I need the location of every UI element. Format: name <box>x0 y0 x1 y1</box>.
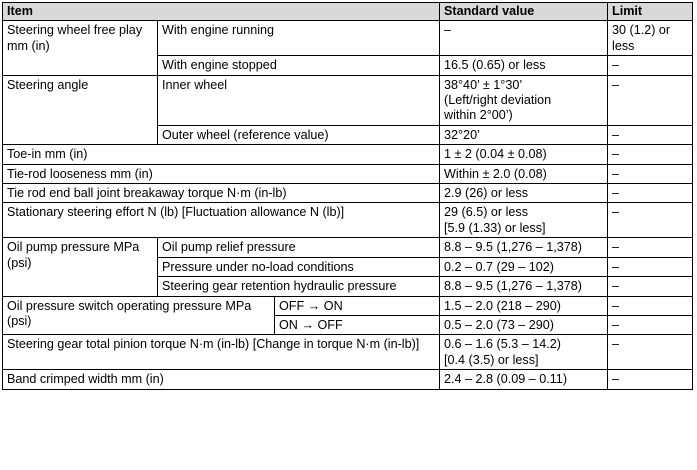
table-row <box>3 370 693 389</box>
standard-value: 32°20’ <box>440 125 608 144</box>
limit-value: – <box>608 315 693 334</box>
table-row <box>3 296 693 315</box>
item-oil-pressure-switch: Oil pressure switch operating pressure MPa (psi) <box>3 296 275 335</box>
item-tie-rod-looseness: Tie-rod looseness mm (in) <box>3 164 440 183</box>
limit-value: – <box>608 238 693 257</box>
table-row <box>3 335 693 370</box>
condition-retention-pressure: Steering gear retention hydraulic pressure <box>158 277 440 296</box>
standard-value: 8.8 – 9.5 (1,276 – 1,378) <box>440 238 608 257</box>
specification-table <box>2 2 693 390</box>
condition-engine-stopped: With engine stopped <box>158 56 440 75</box>
standard-value <box>440 203 608 238</box>
condition-relief-pressure: Oil pump relief pressure <box>158 238 440 257</box>
limit-value: – <box>608 56 693 75</box>
condition-inner-wheel: Inner wheel <box>158 75 440 125</box>
limit-value: – <box>608 203 693 238</box>
standard-value: 16.5 (0.65) or less <box>440 56 608 75</box>
table-row <box>3 164 693 183</box>
limit-value: 30 (1.2) or less <box>608 21 693 56</box>
standard-value-line: within 2°00’) <box>444 108 513 123</box>
standard-value: 0.5 – 2.0 (73 – 290) <box>440 315 608 334</box>
standard-value-line: 0.6 – 1.6 (5.3 – 14.2) <box>444 337 561 352</box>
limit-value: – <box>608 370 693 389</box>
table-row <box>3 238 693 257</box>
limit-value: – <box>608 277 693 296</box>
limit-value: – <box>608 335 693 370</box>
standard-value: 2.4 – 2.8 (0.09 – 0.11) <box>440 370 608 389</box>
item-oil-pump-pressure: Oil pump pressure MPa (psi) <box>3 238 158 296</box>
limit-value: – <box>608 184 693 203</box>
limit-value: – <box>608 145 693 164</box>
standard-value: 2.9 (26) or less <box>440 184 608 203</box>
limit-value: – <box>608 164 693 183</box>
item-steering-wheel-free-play: Steering wheel free play mm (in) <box>3 21 158 75</box>
limit-value: – <box>608 257 693 276</box>
header-item: Item <box>3 3 440 21</box>
condition-engine-running: With engine running <box>158 21 440 56</box>
limit-value: – <box>608 125 693 144</box>
standard-value <box>440 335 608 370</box>
item-steering-angle: Steering angle <box>3 75 158 145</box>
header-standard-value: Standard value <box>440 3 608 21</box>
standard-value: 0.2 – 0.7 (29 – 102) <box>440 257 608 276</box>
table-row <box>3 75 693 125</box>
standard-value: 1 ± 2 (0.04 ± 0.08) <box>440 145 608 164</box>
standard-value-line: [5.9 (1.33) or less] <box>444 220 546 235</box>
condition-off-to-on: OFF → ON <box>275 296 440 315</box>
table-row <box>3 21 693 56</box>
item-ball-joint-breakaway-torque: Tie rod end ball joint breakaway torque N·m (in-lb) <box>3 184 440 203</box>
standard-value-line: [0.4 (3.5) or less] <box>444 352 539 367</box>
standard-value: 1.5 – 2.0 (218 – 290) <box>440 296 608 315</box>
limit-value: – <box>608 75 693 125</box>
header-limit: Limit <box>608 3 693 21</box>
standard-value: – <box>440 21 608 56</box>
item-band-crimped-width: Band crimped width mm (in) <box>3 370 440 389</box>
condition-on-to-off: ON → OFF <box>275 315 440 334</box>
item-pinion-torque: Steering gear total pinion torque N·m (in-lb) [Change in torque N·m (in-lb)] <box>3 335 440 370</box>
standard-value-line: (Left/right deviation <box>444 93 552 108</box>
item-toe-in: Toe-in mm (in) <box>3 145 440 164</box>
standard-value: Within ± 2.0 (0.08) <box>440 164 608 183</box>
item-stationary-steering-effort: Stationary steering effort N (lb) [Fluctuation allowance N (lb)] <box>3 203 440 238</box>
table-row <box>3 145 693 164</box>
table-row <box>3 203 693 238</box>
table-row <box>3 184 693 203</box>
standard-value-line: 38°40’ ± 1°30’ <box>444 77 523 92</box>
condition-no-load-pressure: Pressure under no-load conditions <box>158 257 440 276</box>
standard-value-line: 29 (6.5) or less <box>444 205 529 220</box>
standard-value <box>440 75 608 125</box>
table-header-row <box>3 3 693 21</box>
condition-outer-wheel: Outer wheel (reference value) <box>158 125 440 144</box>
limit-value: – <box>608 296 693 315</box>
standard-value: 8.8 – 9.5 (1,276 – 1,378) <box>440 277 608 296</box>
